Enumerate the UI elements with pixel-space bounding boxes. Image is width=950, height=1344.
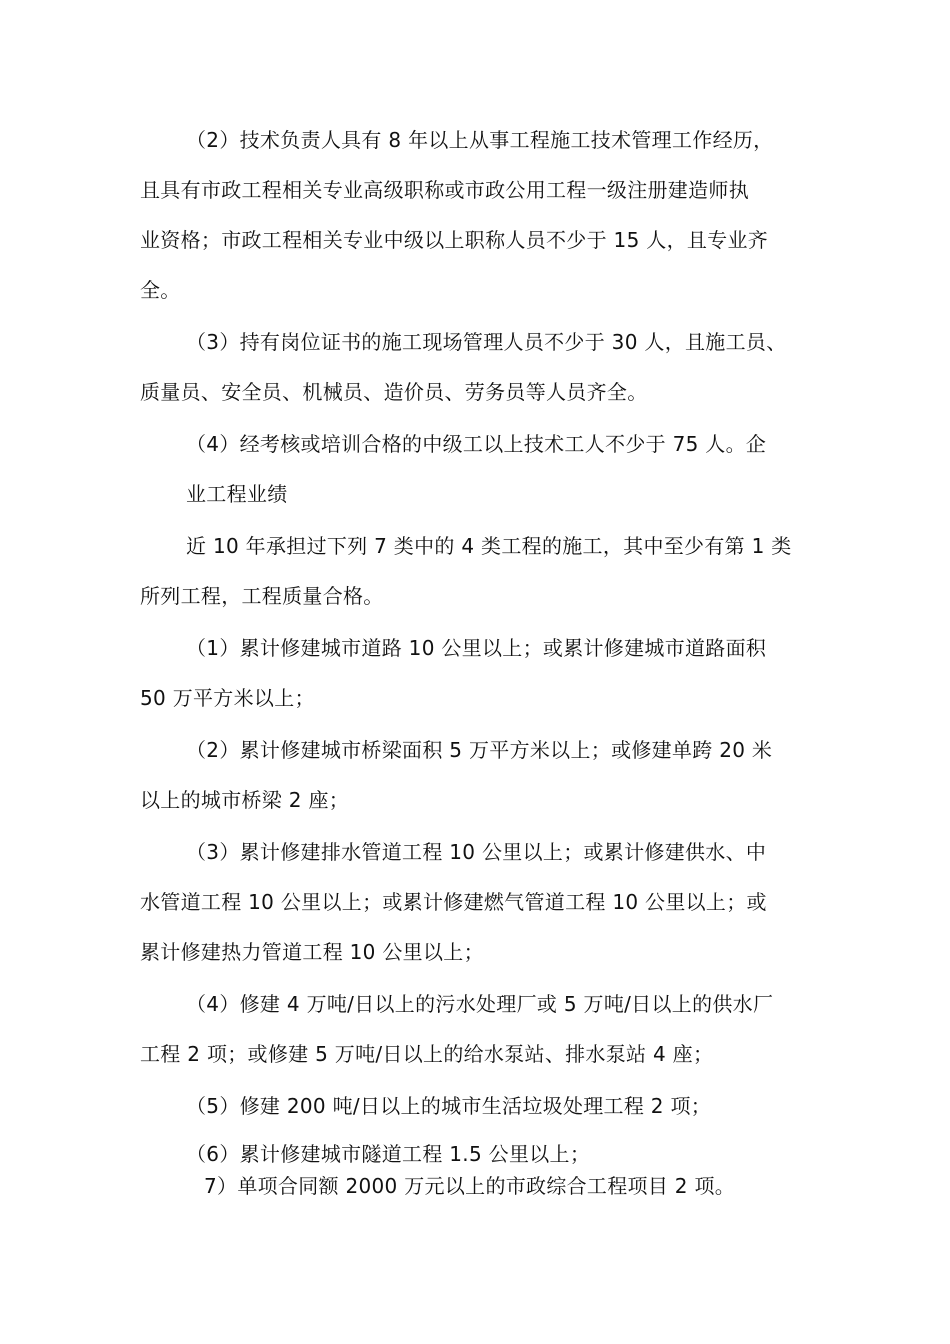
text-line: （3）持有岗位证书的施工现场管理人员不少于 30 人，且施工员、 (186, 330, 787, 354)
text-line: 50 万平方米以上； (140, 686, 315, 710)
text-line: 且具有市政工程相关专业高级职称或市政公用工程一级注册建造师执 (140, 178, 749, 202)
text-line: （4）经考核或培训合格的中级工以上技术工人不少于 75 人。企 (186, 432, 767, 456)
text-line: 近 10 年承担过下列 7 类中的 4 类工程的施工，其中至少有第 1 类 (186, 534, 792, 558)
text-line: 质量员、安全员、机械员、造价员、劳务员等人员齐全。 (140, 380, 648, 404)
text-line: （4）修建 4 万吨/日以上的污水处理厂或 5 万吨/日以上的供水厂 (186, 992, 774, 1016)
text-line: 以上的城市桥梁 2 座； (140, 788, 350, 812)
text-line: 业资格；市政工程相关专业中级以上职称人员不少于 15 人，且专业齐 (140, 228, 769, 252)
text-line: 全。 (140, 278, 181, 302)
text-line: （6）累计修建城市隧道工程 1.5 公里以上； (186, 1142, 591, 1166)
text-line: 工程 2 项；或修建 5 万吨/日以上的给水泵站、排水泵站 4 座； (140, 1042, 714, 1066)
section-heading: 业工程业绩 (186, 482, 288, 506)
text-line: （5）修建 200 吨/日以上的城市生活垃圾处理工程 2 项； (186, 1094, 712, 1118)
text-line: （2）累计修建城市桥梁面积 5 万平方米以上；或修建单跨 20 米 (186, 738, 773, 762)
text-line: 7）单项合同额 2000 万元以上的市政综合工程项目 2 项。 (204, 1174, 736, 1198)
text-line: 所列工程，工程质量合格。 (140, 584, 384, 608)
text-line: 水管道工程 10 公里以上；或累计修建燃气管道工程 10 公里以上；或 (140, 890, 767, 914)
text-line: （2）技术负责人具有 8 年以上从事工程施工技术管理工作经历， (186, 128, 774, 152)
text-line: （3）累计修建排水管道工程 10 公里以上；或累计修建供水、中 (186, 840, 767, 864)
text-line: 累计修建热力管道工程 10 公里以上； (140, 940, 484, 964)
text-line: （1）累计修建城市道路 10 公里以上；或累计修建城市道路面积 (186, 636, 767, 660)
